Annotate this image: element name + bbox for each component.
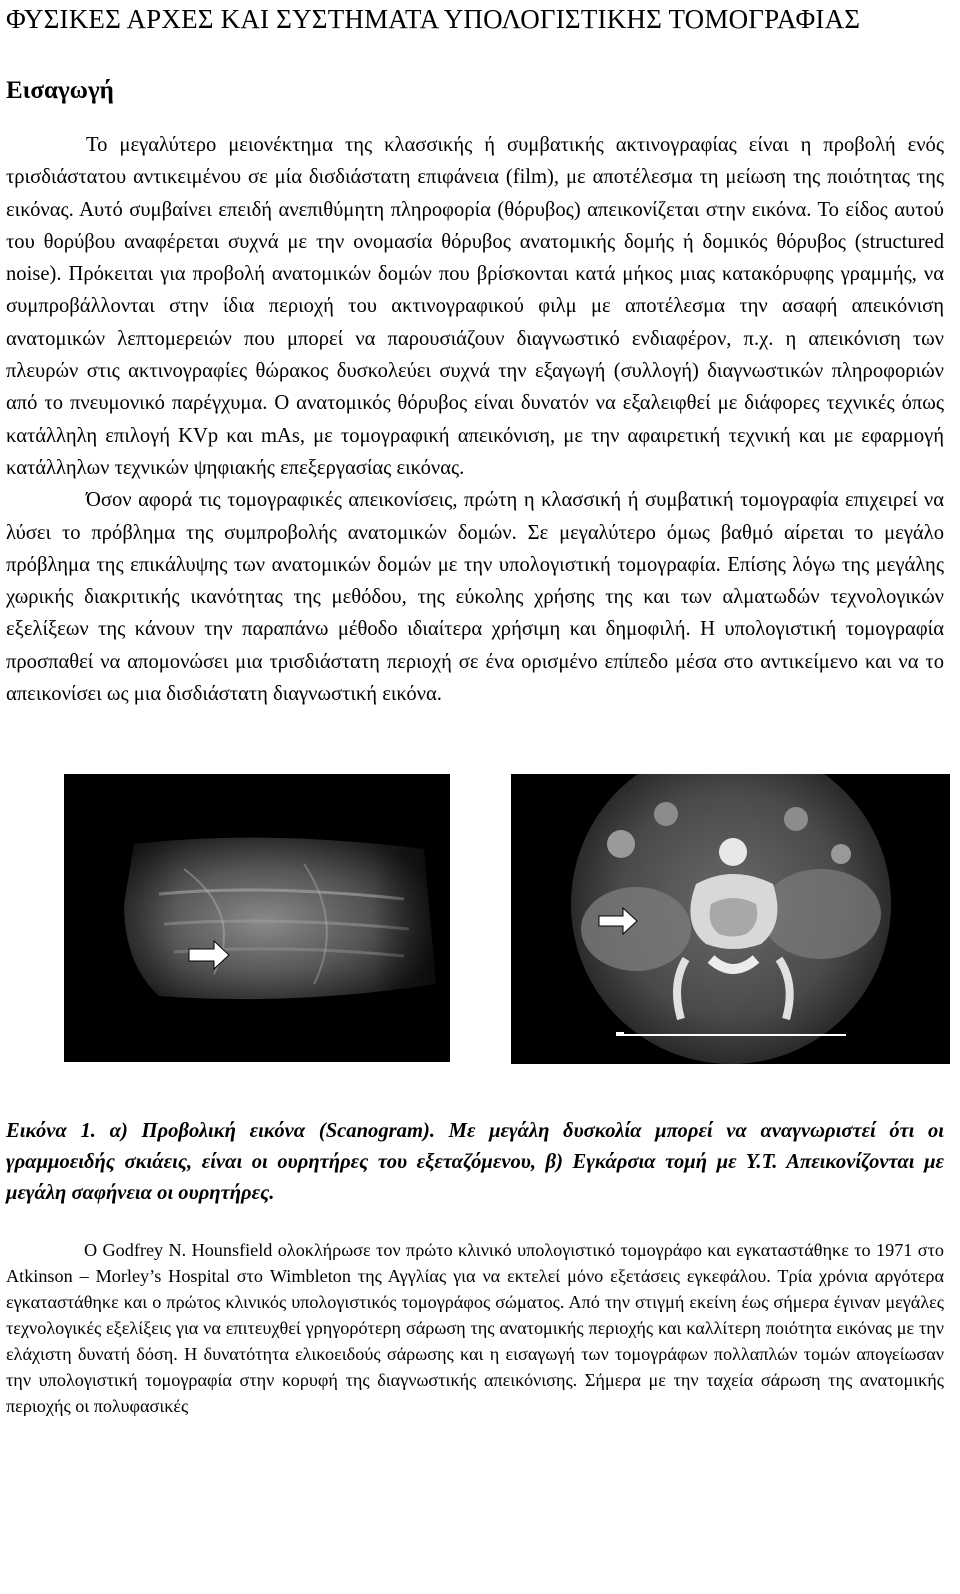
intro-body bbox=[6, 129, 944, 710]
section-heading: Εισαγωγή bbox=[6, 77, 114, 104]
paragraph-2: Όσον αφορά τις τομογραφικές απεικονίσεις, πρώτη η κλασσική ή συμβατική τομογραφία επιχειρεί να λύσει το πρόβλημα της συμπροβολής ανατομικών δομών. Σε μεγαλύτερο όμως βαθμό αίρεται το μεγάλο πρόβλημα της επικάλυψης των ανατομικών δομών με την υπολογιστική τομογραφία. Επίσης λόγω της μεγάλης χωρικής διακριτικής ικανότητας της μεθόδου, της εύκολης χρήσης της και των αλματωδών τεχνολογικών εξελίξεων της κάνουν την παραπάνω μέθοδο ιδιαίτερα χρήσιμη και δημοφιλή. Η υπολογιστική τομογραφία προσπαθεί να απομονώσει μια τρισδιάστατη περιοχή σε ένα ορισμένο επίπεδο μέσα στο αντικείμενο και να το απεικονίσει ως μια δισδιάστατη διαγνωστική εικόνα. bbox=[6, 489, 944, 706]
document-page bbox=[6, 0, 944, 1419]
document-title: ΦΥΣΙΚΕΣ ΑΡΧΕΣ ΚΑΙ ΣΥΣΤΗΜΑΤΑ ΥΠΟΛΟΓΙΣΤΙΚΗΣ ΤΟΜΟΓΡΑΦΙΑΣ bbox=[6, 4, 861, 34]
figure-1 bbox=[6, 724, 944, 1116]
scanogram-image bbox=[64, 774, 450, 1062]
history-body bbox=[6, 1237, 944, 1419]
figure-caption: Εικόνα 1. α) Προβολική εικόνα (Scanogram). Με μεγάλη δυσκολία μπορεί να αναγνωριστεί ότι οι γραμμοειδής σκιάεις, είναι οι ουρητήρες του εξεταζόμενου, β) Εγκάρσια τομή με Υ.Τ. Απεικονίζονται με μεγάλη σαφήνεια οι ουρητήρες. bbox=[6, 1120, 944, 1205]
paragraph-3: Ο Godfrey N. Hounsfield ολοκλήρωσε τον πρώτο κλινικό υπολογιστικό τομογράφο και εγκαταστάθηκε το 1971 στο Atkinson – Morley’s Hospital στο Wimbleton της Αγγλίας για να εκτελεί μόνο εξετάσεις εγκεφάλου. Τρία χρόνια αργότερα εγκαταστάθηκε και ο πρώτος κλινικός υπολογιστικός τομογράφος σώματος. Από την στιγμή εκείνη έως σήμερα έγιναν μεγάλες τεχνολογικές εξελίξεις για να επιτευχθεί γρηγορότερη σάρωση της ανατομικής περιοχής και καλλίτερη ποιότητα εικόνας με την ελάχιστη δυνατή δόση. Η δυνατότητα ελικοειδούς σάρωσης και η εισαγωγή των τομογράφων πολλαπλών τομών απογείωσαν την υπολογιστική τομογραφία στην κορυφή της διαγνωστικής απεικόνισης. Σήμερα με την ταχεία σάρωση της ανατομικής περιοχής οι πολυφασικές bbox=[6, 1240, 944, 1417]
ct-axial-slice-image bbox=[511, 774, 950, 1064]
paragraph-1: Το μεγαλύτερο μειονέκτημα της κλασσικής ή συμβατικής ακτινογραφίας είναι η προβολή ενός τρισδιάστατου αντικειμένου σε μία δισδιάστατη επιφάνεια (film), με αποτέλεσμα τη μείωση της ποιότητας της εικόνας. Αυτό συμβαίνει επειδή ανεπιθύμητη πληροφορία (θόρυβος) απεικονίζεται στην εικόνα. Το είδος αυτού του θορύβου αναφέρεται συχνά με την ονομασία θόρυβος ανατομικής δομής ή δομικός θόρυβος (structured noise). Πρόκειται για προβολή ανατομικών δομών που βρίσκονται κατά μήκος μιας κατακόρυφης γραμμής, να συμπροβάλλονται στην ίδια περιοχή του ακτινογραφικού φιλμ με αποτέλεσμα την ασαφή απεικόνιση ανατομικών λεπτομερειών που μπορεί να παρουσιάζουν διαγνωστικό ενδιαφέρον, π.χ. η απεικόνιση των πλευρών στις ακτινογραφίες θώρακος δυσκολεύει συχνά την εξαγωγή (συλλογή) διαγνωστικών πληροφοριών από το πνευμονικό παρέγχυμα. Ο ανατομικός θόρυβος είναι δυνατόν να εξαλειφθεί με διάφορες τεχνικές όπως κατάλληλη επιλογή KVp και mAs, με τομογραφική απεικόνιση, με την αφαιρετική τεχνική και με εφαρμογή κατάλληλων τεχνικών ψηφιακής επεξεργασίας εικόνας. bbox=[6, 134, 944, 479]
